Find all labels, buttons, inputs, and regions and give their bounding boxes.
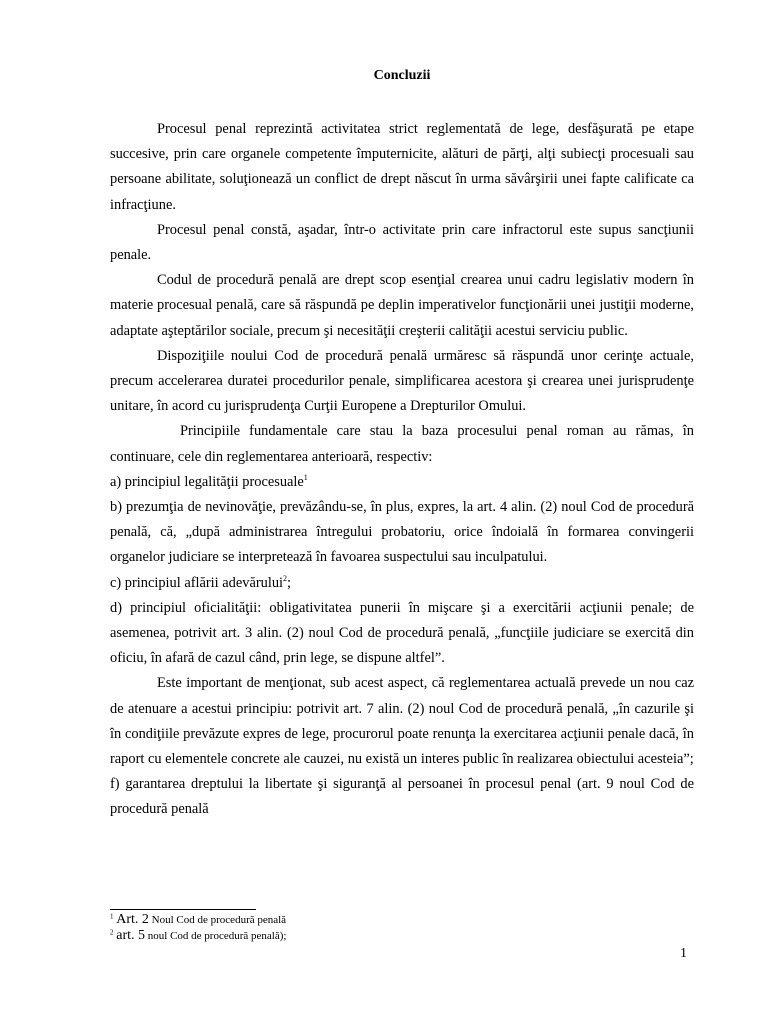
footnotes: [110, 912, 694, 944]
list-item-d: d) principiul oficialităţii: obligativitatea punerii în mişcare şi a exercitării acţiunii penale; de asemenea, potrivit art. 3 alin. (2) noul Cod de procedură penală, „funcţiile judiciare se exercită din oficiu, în afară de cazul când, prin lege, se dispune altfel”.: [110, 599, 694, 667]
page-number: 1: [680, 946, 687, 961]
footnote-2-ref: 2: [110, 928, 114, 937]
paragraph-1: Procesul penal reprezintă activitatea strict reglementată de lege, desfăşurată pe etape succesive, prin care organele competente împuternicite, alături de părţi, alţi subiecţi procesuali sau persoane abilitate, soluţionează un conflict de drept născut în urma săvârşirii unei fapte calificate ca infracţiune.: [110, 121, 694, 213]
paragraph-3: Codul de procedură penală are drept scop esenţial crearea unui cadru legislativ modern în materie procesual penală, care să răspundă pe deplin imperativelor funcţionării unei justiţii moderne, adaptate aşteptărilor sociale, precum şi necesităţii creşterii calităţii acestui serviciu public.: [110, 272, 694, 339]
paragraph-4: Dispoziţiile noului Cod de procedură penală urmăresc să răspundă unor cerinţe actuale, precum accelerarea duratei procedurilor penale, simplificarea acestora şi crearea unei jurisprudenţe unitare, în acord cu jurisprudenţa Curţii Europene a Drepturilor Omului.: [110, 347, 694, 415]
paragraph-6: Este important de menţionat, sub acest aspect, că reglementarea actuală prevede un nou caz de atenuare a acestui principiu: potrivit art. 7 alin. (2) noul Cod de procedură penală, „în cazurile şi în condiţiile prevăzute expres de lege, procurorul poate renunţa la exercitarea acţiunii penale dacă, în raport cu elementele concrete ale cauzei, nu există un interes public în realizarea obiectului acesteia”;: [110, 675, 694, 768]
list-item-a-text: a) principiul legalităţii procesuale: [110, 473, 304, 490]
list-item-c-end: ;: [287, 574, 292, 591]
footnote-1-ref: 1: [110, 912, 114, 921]
footnote-ref-2[interactable]: 2: [283, 573, 288, 583]
footnote-1: [110, 912, 694, 928]
document-body: [110, 117, 694, 823]
footnote-ref-1[interactable]: 1: [303, 473, 308, 483]
footnote-2-lead: art. 5: [116, 928, 146, 943]
list-item-c: [110, 571, 694, 596]
footnote-1-lead: Art. 2: [116, 912, 149, 927]
list-item-a: [110, 470, 694, 495]
list-item-c-text: c) principiul aflării adevărului: [110, 574, 284, 591]
paragraph-2: Procesul penal constă, aşadar, într-o activitate prin care infractorul este supus sancţiunii penale.: [110, 221, 694, 264]
footnote-separator: [110, 909, 256, 910]
paragraph-5: Principiile fundamentale care stau la baza procesului penal roman au rămas, în continuare, cele din reglementarea anterioară, respectiv:: [110, 423, 694, 465]
page-title: Concluzii: [373, 68, 431, 83]
footnote-2: [110, 928, 694, 944]
footnote-2-text: noul Cod de procedură penală);: [145, 930, 287, 942]
footnote-1-text: Noul Cod de procedură penală: [148, 914, 287, 926]
list-item-b: b) prezumţia de nevinovăţie, prevăzându-se, în plus, expres, la art. 4 alin. (2) noul Cod de procedură penală, că, „după administrarea întregului probatoriu, orice îndoială în formarea convingerii organelor judiciare se interpretează în favoarea suspectului sau inculpatului.: [110, 499, 694, 566]
list-item-f: f) garantarea dreptului la libertate şi siguranţă al persoanei în procesul penal (art. 9 noul Cod de procedură penală: [110, 776, 694, 818]
